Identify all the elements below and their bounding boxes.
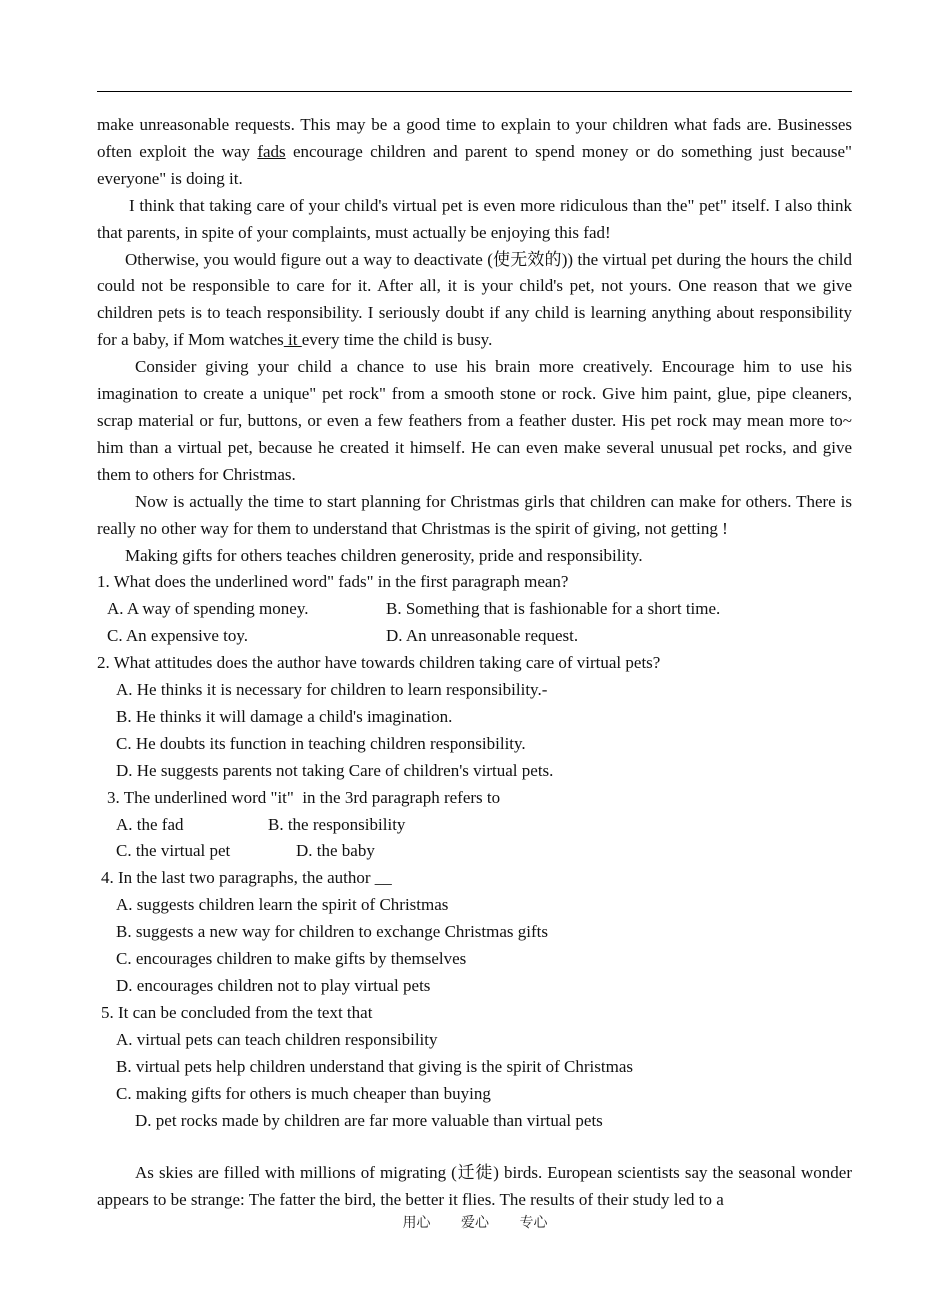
paragraph-5: Now is actually the time to start planning for Christmas girls that children can make for others. There is really no other way for them to understand that Christmas is the spirit of giving, not getting ! (97, 491, 852, 538)
question-5-option-c: C. making gifts for others is much cheaper than buying (116, 1083, 491, 1103)
question-3-option-a: A. the fad (116, 814, 184, 834)
question-3-options-row-2 (97, 838, 852, 865)
footer-item-1: 用心 (402, 1215, 431, 1231)
question-3-option-d: D. the baby (296, 841, 375, 861)
question-1-option-d: D. An unreasonable request. (386, 626, 579, 646)
question-4-option-d: D. encourages children not to play virtual pets (116, 976, 431, 995)
question-4-option-c: C. encourages children to make gifts by themselves (116, 949, 467, 969)
question-2-option-c: C. He doubts its function in teaching children responsibility. (116, 733, 526, 753)
header-rule (97, 91, 852, 92)
question-5-option-b: B. virtual pets help children understand that giving is the spirit of Christmas (116, 1056, 634, 1076)
question-3-option-c: C. the virtual pet (116, 841, 231, 861)
paragraph-3-text-b: every time the child is busy. (301, 330, 493, 350)
question-1-option-b: B. Something that is fashionable for a short time. (386, 599, 721, 619)
next-passage-paragraph: As skies are filled with millions of migrating (迁徙) birds. European scientists say the seasonal wonder appears to be strange: The fatter the bird, the better it flies. The results of their study led to a (97, 1163, 852, 1210)
paragraph-4: Consider giving your child a chance to use his brain more creatively. Encourage him to use his imagination to create a unique" pet rock" from a smooth stone or rock. Give him paint, glue, pipe cleaners, scrap material or fur, buttons, or even a few feathers from a feather duster. His pet rock may mean more to~ him than a virtual pet, because he created it himself. He can even make several unusual pet rocks, and give them to others for Christmas. (97, 357, 852, 484)
page-footer (0, 1212, 950, 1232)
question-5-option-d: D. pet rocks made by children are far more valuable than virtual pets (135, 1110, 603, 1130)
question-1-option-c: C. An expensive toy. (107, 626, 249, 646)
question-5-option-a: A. virtual pets can teach children responsibility (116, 1029, 438, 1049)
paragraph-6: Making gifts for others teaches children generosity, pride and responsibility. (125, 545, 643, 565)
question-3-stem: 3. The underlined word "it" in the 3rd paragraph refers to (107, 787, 501, 807)
question-2-option-b: B. He thinks it will damage a child's imagination. (116, 706, 453, 726)
underlined-word-it: it (283, 330, 302, 350)
paragraph-3 (97, 247, 852, 355)
paragraph-1-text-a: make unreasonable requests. This may be a good time to explain to your children what fads are. Businesses often exploit the way (97, 115, 852, 161)
question-4-option-b: B. suggests a new way for children to exchange Christmas gifts (116, 922, 548, 942)
footer-item-3: 专心 (519, 1215, 548, 1231)
question-2-option-a: A. He thinks it is necessary for children to learn responsibility.- (116, 680, 548, 700)
footer-item-2: 爱心 (461, 1215, 489, 1231)
question-1-option-a: A. A way of spending money. (107, 599, 309, 619)
question-2-stem: 2. What attitudes does the author have towards children taking care of virtual pets? (97, 653, 661, 673)
question-3-options-row-1 (97, 812, 852, 839)
paragraph-3-text-a: Otherwise, you would figure out a way to deactivate (使无效的)) the virtual pet during the hours the child could not be responsible to care for it. After all, it is your child's pet, not yours. One reason that we give children pets is to teach responsibility. I seriously doubt if any child is learning anything about responsibility for a baby, if Mom watches (97, 249, 852, 350)
document-body (97, 112, 852, 1214)
underlined-word-fads: fads (257, 141, 286, 161)
paragraph-1 (97, 112, 852, 193)
paragraph-1-text-b: encourage children and parent to spend money or do something just because" everyone" is doing it. (97, 141, 852, 188)
question-1-stem: 1. What does the underlined word" fads" in the first paragraph mean? (97, 572, 569, 592)
question-2-option-d: D. He suggests parents not taking Care of children's virtual pets. (116, 760, 554, 780)
section-spacer (97, 1134, 852, 1160)
question-1-options-row-2 (97, 623, 852, 650)
paragraph-2: I think that taking care of your child's virtual pet is even more ridiculous than the" pet" itself. I also think that parents, in spite of your complaints, must actually be enjoying this fad! (97, 195, 852, 242)
question-3-option-b: B. the responsibility (268, 814, 406, 834)
question-1-options-row-1 (97, 596, 852, 623)
question-5-stem: 5. It can be concluded from the text that (101, 1002, 373, 1022)
question-4-option-a: A. suggests children learn the spirit of Christmas (116, 895, 449, 915)
question-4-stem: 4. In the last two paragraphs, the author __ (101, 868, 392, 888)
